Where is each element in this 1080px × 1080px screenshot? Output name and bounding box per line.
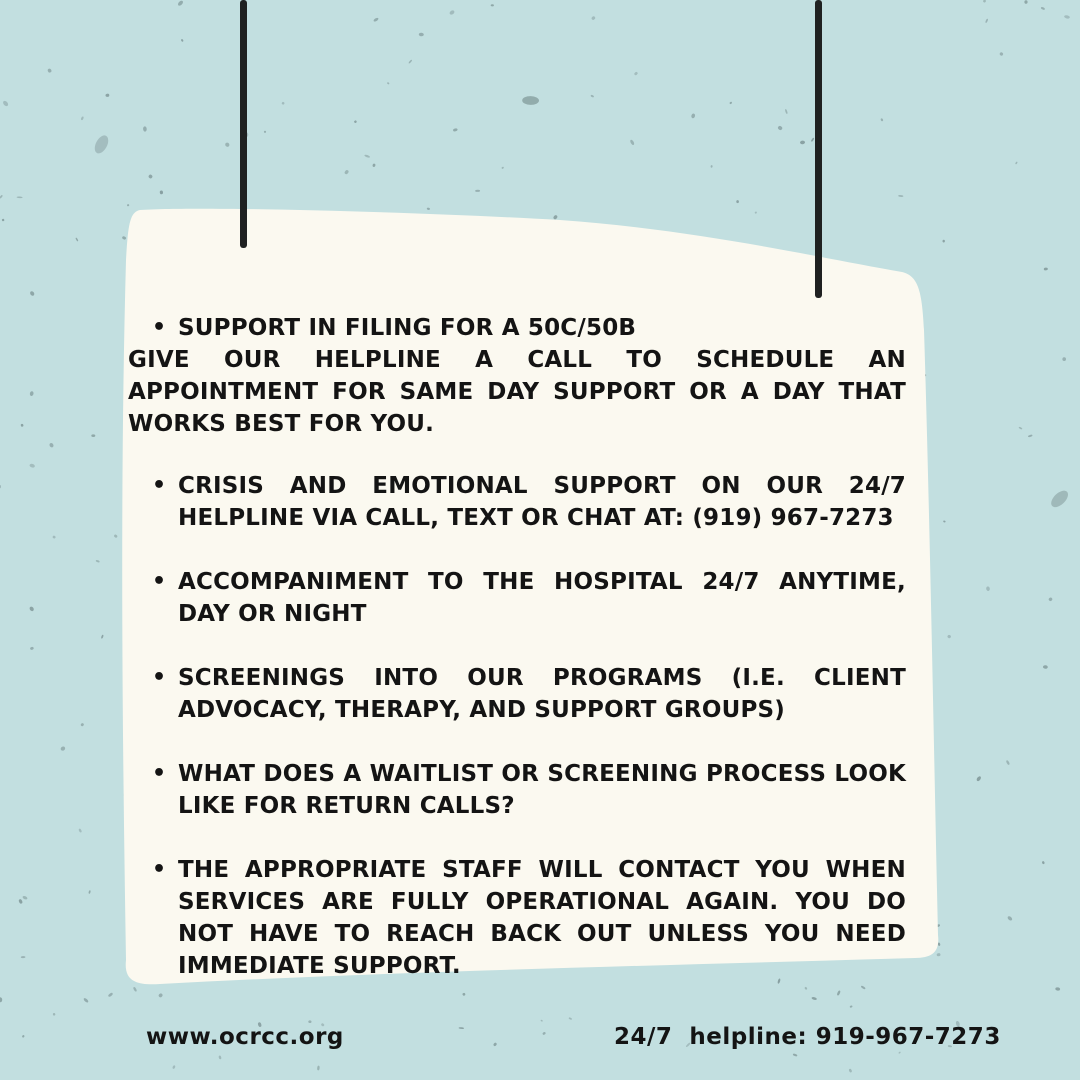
list-item: [128, 566, 906, 630]
list-item: [128, 470, 906, 534]
bullet-text-50c: SUPPORT IN FILING FOR A 50C/50B: [178, 315, 637, 341]
list-item: [128, 662, 906, 726]
service-hospital-accompaniment: ACCOMPANIMENT TO THE HOSPITAL 24/7 ANYTIME, DAY OR NIGHT: [178, 569, 906, 627]
services-list: [128, 470, 906, 982]
service-staff-contact: THE APPROPRIATE STAFF WILL CONTACT YOU WHEN SERVICES ARE FULLY OPERATIONAL AGAIN. YOU DO NOT HAVE TO REACH BACK OUT UNLESS YOU NEED IMMEDIATE SUPPORT.: [178, 857, 906, 979]
website-link[interactable]: www.ocrcc.org: [146, 1024, 344, 1050]
hanging-string-right: [815, 0, 822, 298]
list-item: [128, 854, 906, 982]
list-item: [128, 312, 906, 344]
helpline-number: 24/7 helpline: 919-967-7273: [614, 1024, 1001, 1050]
service-crisis-support: CRISIS AND EMOTIONAL SUPPORT ON OUR 24/7 HELPLINE VIA CALL, TEXT OR CHAT AT: (919) 967-7273: [178, 473, 906, 531]
sign-content: [128, 312, 906, 1014]
hanging-string-left: [240, 0, 247, 248]
list-item: [128, 758, 906, 822]
intro-text: GIVE OUR HELPLINE A CALL TO SCHEDULE AN APPOINTMENT FOR SAME DAY SUPPORT OR A DAY THAT WORKS BEST FOR YOU.: [128, 347, 906, 437]
service-waitlist-question: WHAT DOES A WAITLIST OR SCREENING PROCESS LOOK LIKE FOR RETURN CALLS?: [178, 761, 906, 819]
service-screenings: SCREENINGS INTO OUR PROGRAMS (I.E. CLIENT ADVOCACY, THERAPY, AND SUPPORT GROUPS): [178, 665, 906, 723]
